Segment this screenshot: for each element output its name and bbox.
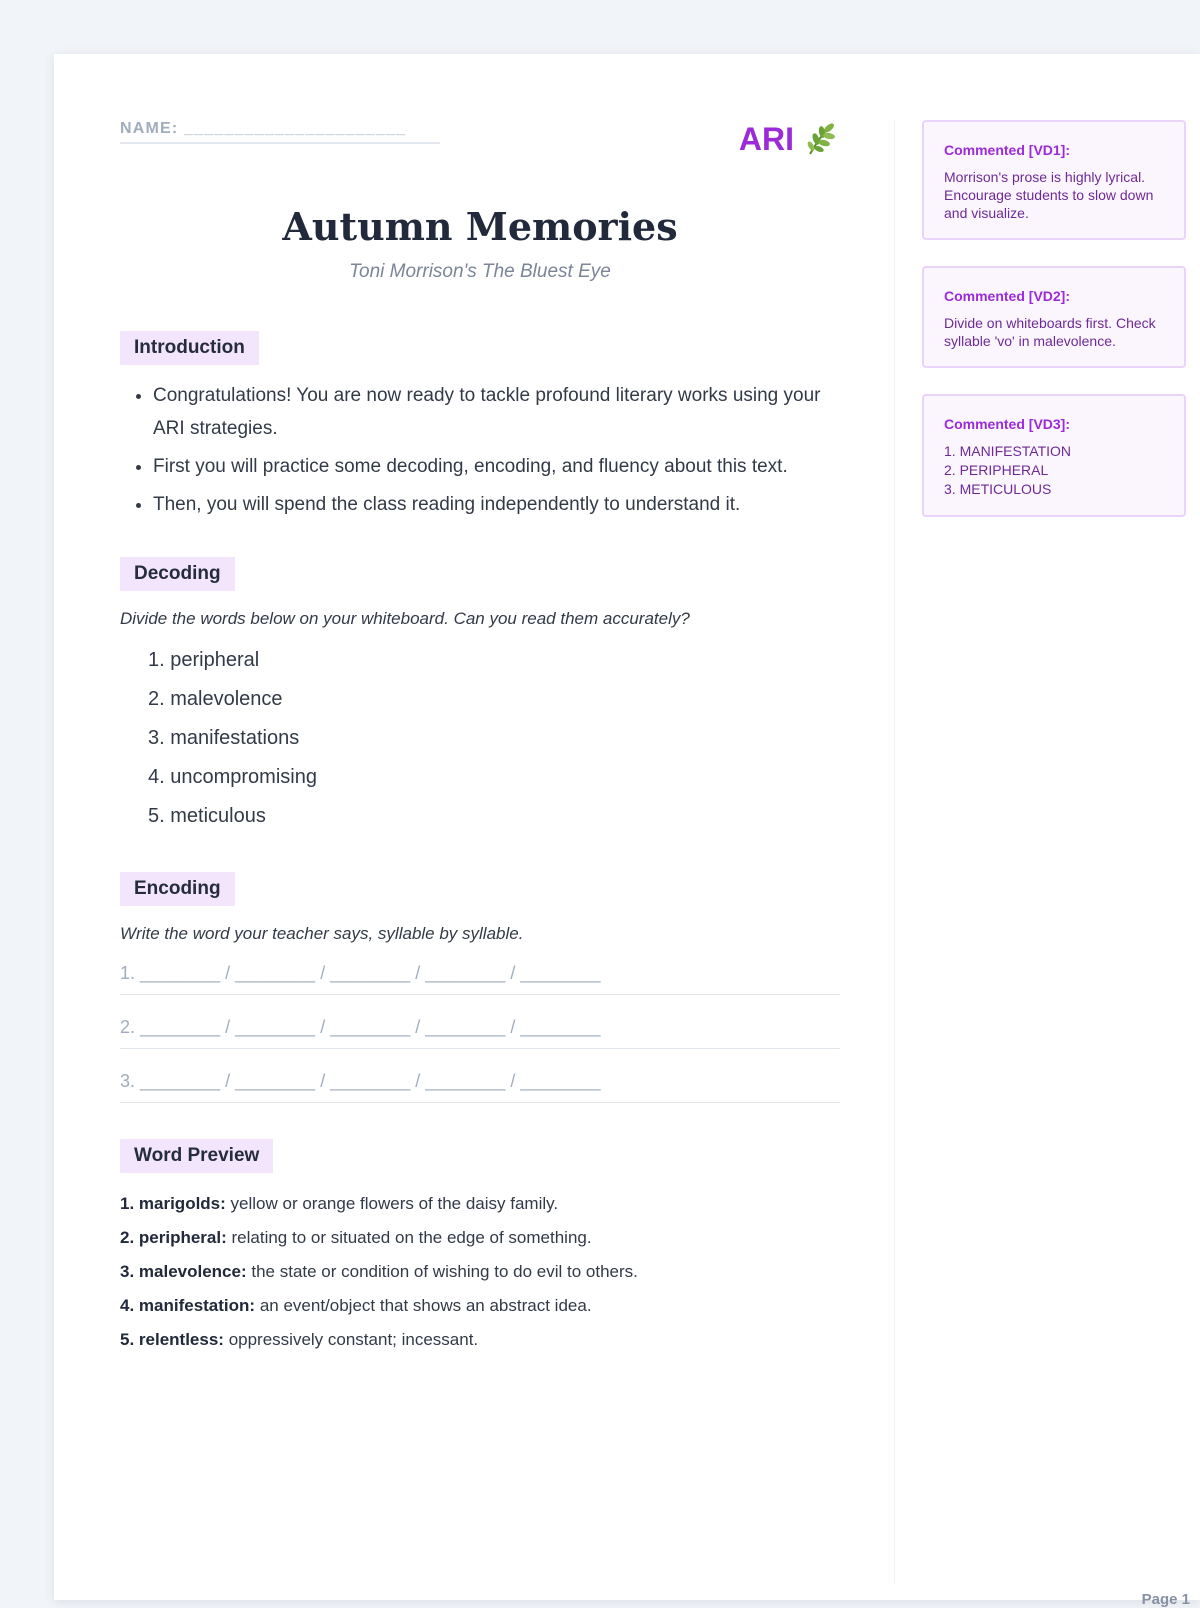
encoding-line: 1. ________ / ________ / ________ / ________ / ________ <box>120 958 840 995</box>
list-item: • Congratulations! You are now ready to tackle profound literary works using your ARI strategies. <box>153 379 840 445</box>
word-preview-section <box>120 1139 840 1357</box>
encoding-instruction: Write the word your teacher says, syllable by syllable. <box>120 924 524 943</box>
document-subtitle: Toni Morrison's The Bluest Eye <box>349 261 611 282</box>
brand-text: ARI <box>738 120 794 157</box>
encoding-line: 2. ________ / ________ / ________ / ________ / ________ <box>120 1012 840 1049</box>
decoding-section <box>120 557 840 836</box>
term: 4. manifestation: <box>120 1296 256 1315</box>
term: 2. peripheral: <box>120 1228 227 1247</box>
comment-line: 1. MANIFESTATION <box>944 443 1072 459</box>
list-item: 5. meticulous <box>148 805 266 827</box>
introduction-list <box>120 379 840 521</box>
name-field-label: NAME: ______________________ <box>120 120 440 144</box>
encoding-line: 3. ________ / ________ / ________ / ________ / ________ <box>120 1066 840 1103</box>
comment-author: Commented [VD2]: <box>944 288 1071 304</box>
header-row <box>120 120 840 180</box>
introduction-label: Introduction <box>120 331 259 365</box>
list-item: 4. uncompromising <box>148 766 317 788</box>
list-item <box>120 1289 840 1323</box>
margin-divider <box>894 120 895 1584</box>
definition: yellow or orange flowers of the daisy family. <box>230 1194 559 1213</box>
definition: relating to or situated on the edge of something. <box>231 1228 592 1247</box>
definition: an event/object that shows an abstract idea. <box>259 1296 592 1315</box>
decoding-label: Decoding <box>120 557 235 591</box>
comment-card[interactable] <box>922 120 1186 240</box>
comment-author: Commented [VD3]: <box>944 416 1071 432</box>
document-title: Autumn Memories <box>282 204 678 249</box>
list-item <box>120 1323 840 1357</box>
list-item: 3. manifestations <box>148 727 300 749</box>
term: 1. marigolds: <box>120 1194 226 1213</box>
encoding-label: Encoding <box>120 872 235 906</box>
list-item: 2. malevolence <box>148 688 283 710</box>
comment-text: Divide on whiteboards first. Check syllable 'vo' in malevolence. <box>944 315 1156 349</box>
leaf-icon <box>802 120 840 158</box>
definition: oppressively constant; incessant. <box>228 1330 479 1349</box>
encoding-section <box>120 872 840 1103</box>
page-number: Page 1 <box>1141 1591 1190 1608</box>
comment-line: 2. PERIPHERAL <box>944 462 1049 478</box>
introduction-section <box>120 331 840 521</box>
document-content <box>120 120 840 1357</box>
word-preview-list <box>120 1187 840 1357</box>
decoding-instruction: Divide the words below on your whiteboard. Can you read them accurately? <box>120 609 690 628</box>
comments-pane <box>922 120 1186 543</box>
list-item: • Then, you will spend the class reading independently to understand it. <box>153 488 840 521</box>
brand-logo <box>739 120 840 158</box>
list-item: • First you will practice some decoding, encoding, and fluency about this text. <box>153 450 840 483</box>
comment-text: Morrison's prose is highly lyrical. Encourage students to slow down and visualize. <box>944 169 1154 221</box>
comment-card[interactable] <box>922 266 1186 368</box>
list-item: 1. peripheral <box>148 649 260 671</box>
comment-card[interactable] <box>922 394 1186 517</box>
list-item <box>120 1187 840 1221</box>
definition: the state or condition of wishing to do evil to others. <box>251 1262 638 1281</box>
decoding-word-list <box>120 641 840 836</box>
list-item <box>120 1255 840 1289</box>
term: 5. relentless: <box>120 1330 224 1349</box>
comment-author: Commented [VD1]: <box>944 142 1071 158</box>
document-page <box>54 54 1200 1608</box>
comment-line: 3. METICULOUS <box>944 481 1052 497</box>
list-item <box>120 1221 840 1255</box>
word-preview-label: Word Preview <box>120 1139 273 1173</box>
term: 3. malevolence: <box>120 1262 247 1281</box>
